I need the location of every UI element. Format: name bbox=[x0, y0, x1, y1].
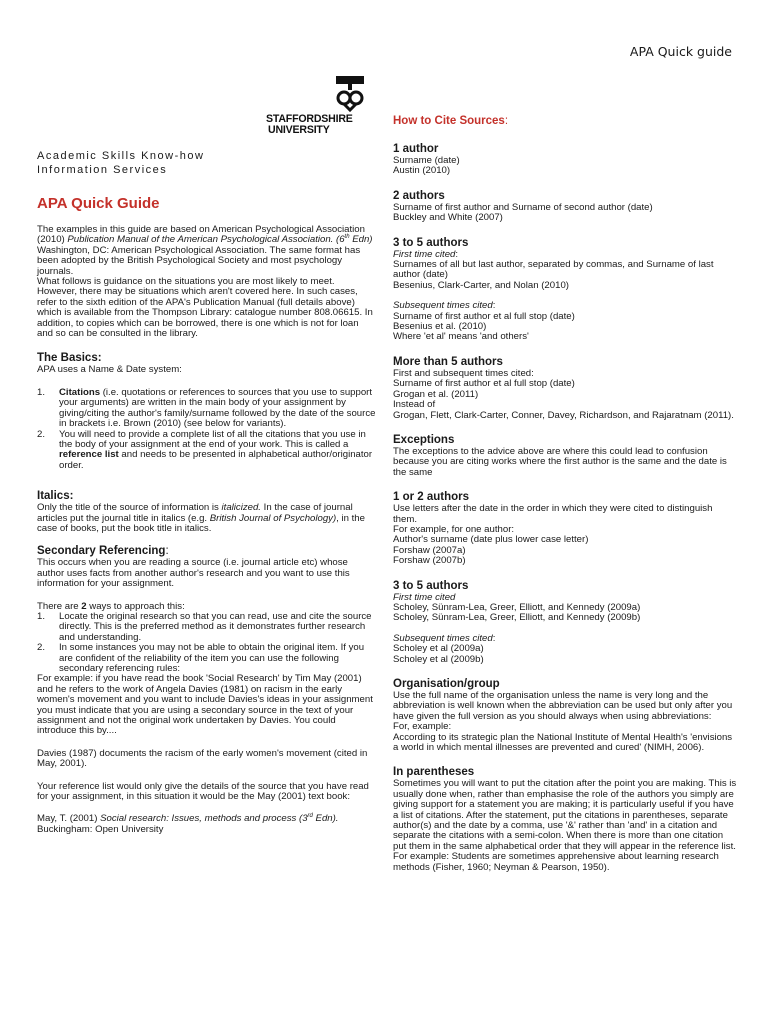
t5-text-1: Scholey, Sünram-Lea, Greer, Elliott, and Kennedy (2009a) bbox=[393, 601, 641, 613]
list-item-text: In some instances you may not be able to obtain the original item. If you are confident of the reliability of the item you can use the following secondary referencing rules: bbox=[59, 642, 365, 674]
one-author-example: Austin (2010) bbox=[393, 165, 451, 177]
more-text-2: Surname of first author et al full stop (date) bbox=[393, 378, 575, 390]
logo-wordmark bbox=[266, 114, 353, 136]
list-number: 1. bbox=[37, 610, 46, 622]
intro-paragraph-2: What follows is guidance on the situations you are most likely to meet. However, there may be situations which aren't covered here. In such cases, refer to the sixth edition of the APA's Publication Manual (full details above) which is available from the Thompson Library: catalogue number 808.06615. In addition, to copies which can be borrowed, there is one which is not for loan and so can be consulted in the library. bbox=[37, 276, 373, 340]
italics-text-a: Only the title of the source of information is bbox=[37, 502, 222, 514]
citations-term: Citations bbox=[59, 386, 101, 398]
italics-paragraph bbox=[37, 503, 377, 534]
t5-first-time-label: First time cited bbox=[393, 591, 456, 603]
one-author-format: Surname (date) bbox=[393, 155, 460, 166]
parentheses-paragraph: Sometimes you will want to put the citation after the point you are making. This is usually done when, rather than emphasise the role of the authors you simply are giving support for a statement you are making; it is particularly useful if you have a list of citations. After the statement, put the citations in parentheses, separate author(s) and the date by a comma, use '&' rather than 'and' in a citation and separate the citations with a semi-colon. When there is more than one citation put them in the same alphabetical order that they will appear in the reference list. For example: Students are sometimes apprehensive about learning research methods (Fisher, 1960; Neyman & Pearson, 1950). bbox=[393, 778, 737, 873]
more-text-1: First and subsequent times cited: bbox=[393, 367, 534, 379]
list-number: 2. bbox=[37, 428, 46, 440]
secondary-paragraph: This occurs when you are reading a source (i.e. journal article etc) whose author uses facts from another author's research and you want to use this information for your assignment. bbox=[37, 557, 350, 590]
basics-heading: The Basics: bbox=[37, 352, 102, 365]
dept-line-1: Academic Skills Know-how bbox=[37, 150, 205, 162]
italics-text-b: In the case of journal articles put the journal title in italics (e.g. bbox=[37, 502, 353, 524]
or2-text-3: Author's surname (date plus lower case letter) bbox=[393, 534, 589, 546]
secondary-heading bbox=[37, 544, 377, 558]
dept-line-2: Information Services bbox=[37, 164, 168, 176]
intro-text-a: The examples in this guide are based on American Psychological Association (2010) bbox=[37, 224, 365, 246]
exceptions-heading: Exceptions bbox=[393, 433, 455, 446]
list-item bbox=[37, 388, 377, 430]
one-or-two-heading: 1 or 2 authors bbox=[393, 491, 470, 504]
org-paragraph: Use the full name of the organisation unless the name is very long and the abbreviation is well known when the abbreviation can be used but only after you have given the full version as you should always when using abbreviations: bbox=[393, 690, 733, 722]
t5-text-2: Scholey, Sünram-Lea, Greer, Elliott, and Kennedy (2009b) bbox=[393, 612, 641, 624]
t5-text-3: Scholey et al (2009a) bbox=[393, 643, 484, 655]
may-title: Social research: Issues, methods and process (3 bbox=[100, 813, 308, 825]
list-item-text: (i.e. quotations or references to sources that you use to support your arguments) are written in the main body of your assignment by giving/citing the author's family/surname followed by the date of the source in brackets i.e. Brown (2010) (see below for variants). bbox=[59, 386, 376, 430]
et-al-format: Surname of first author et al full stop (date) bbox=[393, 310, 575, 322]
department-block bbox=[37, 149, 204, 177]
list-item bbox=[37, 612, 377, 643]
three-to-five-exc-heading: 3 to 5 authors bbox=[393, 579, 469, 592]
secondary-heading-text: Secondary Referencing bbox=[37, 545, 166, 558]
journal-example: British Journal of Psychology) bbox=[209, 512, 337, 524]
staffordshire-knot-icon bbox=[336, 76, 364, 112]
list-item-text: You will need to provide a complete list of all the citations that you use in the body of your assignment at the end of your work. This is called a bbox=[59, 428, 366, 450]
three-to-five-heading: 3 to 5 authors bbox=[393, 236, 469, 249]
list-item-text: and needs to be presented in alphabetical author/originator order. bbox=[59, 449, 373, 471]
ways-count: 2 bbox=[81, 600, 87, 612]
may-author: May, T. (2001) bbox=[37, 813, 101, 825]
t5-subsequent-text: Subsequent times cited bbox=[393, 632, 493, 644]
ways-list bbox=[37, 612, 377, 674]
or2-text-2: For example, for one author: bbox=[393, 523, 515, 535]
three-authors-format: Surnames of all but last author, separated by commas, and Surname of last author (date) bbox=[393, 259, 714, 281]
example-paragraph: For example: if you have read the book 'Social Research' by Tim May (2001) and he refers to the work of Angela Davies (1981) on racism in the early women's movement and you want to include Davies's ideas in your assignment you must indicate that you are using a secondary source in the text of your assignment and not the original work undertaken by Davies. You could introduce this by.... bbox=[37, 673, 373, 737]
exceptions-paragraph: The exceptions to the advice above are where this could lead to confusion because you are citing works where the first author is the same and the date is the same bbox=[393, 445, 727, 478]
first-time-cited-text: First time cited bbox=[393, 248, 456, 260]
one-author-heading: 1 author bbox=[393, 143, 439, 155]
more-than-five-heading: More than 5 authors bbox=[393, 355, 503, 368]
reference-list-term: reference list bbox=[59, 449, 119, 461]
secondary-heading-colon: : bbox=[165, 545, 169, 558]
italics-text-italic: italicized. bbox=[221, 502, 261, 514]
list-item bbox=[37, 430, 377, 472]
basics-text: APA uses a Name & Date system: bbox=[37, 364, 182, 376]
logo-line-2: UNIVERSITY bbox=[268, 124, 330, 136]
two-authors-example: Buckley and White (2007) bbox=[393, 212, 503, 224]
italics-heading: Italics: bbox=[37, 490, 74, 503]
may-publisher: Buckingham: Open University bbox=[37, 823, 164, 835]
parentheses-heading: In parentheses bbox=[393, 766, 475, 779]
two-authors-format: Surname of first author and Surname of second author (date) bbox=[393, 201, 653, 213]
ways-text-c: ways to approach this: bbox=[86, 600, 185, 612]
intro-text-italic: Publication Manual of the American Psychological Association. (6 bbox=[67, 234, 345, 246]
logo-line-1: STAFFORDSHIRE bbox=[266, 113, 353, 125]
left-column bbox=[37, 195, 377, 835]
reference-list-paragraph: Your reference list would only give the details of the source that you have read for your assignment, in this situation it would be the May (2001) text book: bbox=[37, 780, 369, 803]
may-reference bbox=[37, 814, 377, 835]
subsequent-cited-colon: : bbox=[492, 300, 496, 312]
or2-text-5: Forshaw (2007b) bbox=[393, 555, 466, 567]
org-example: According to its strategic plan the National Institute of Mental Health's 'envisions a world in which mental illnesses are prevented and cured' (NIMH, 2006). bbox=[393, 731, 733, 754]
subsequent-cited-text: Subsequent times cited bbox=[393, 300, 493, 312]
t5-text-4: Scholey et al (2009b) bbox=[393, 653, 484, 665]
list-number: 1. bbox=[37, 386, 46, 398]
how-to-cite-heading bbox=[393, 114, 738, 128]
basics-list bbox=[37, 388, 377, 471]
page-header-title: APA Quick guide bbox=[629, 44, 732, 59]
more-text-5: Grogan, Flett, Clark-Carter, Conner, Davey, Richardson, and Rajaratnam (2011). bbox=[393, 409, 734, 421]
or2-text-1: Use letters after the date in the order in which they were cited to distinguish them. bbox=[393, 503, 713, 525]
right-column bbox=[393, 114, 738, 873]
intro-text-italic-2: Edn) bbox=[349, 234, 373, 246]
et-al-example: Besenius et al. (2010) bbox=[393, 321, 487, 333]
davies-paragraph: Davies (1987) documents the racism of the early women's movement (cited in May, 2001). bbox=[37, 747, 368, 770]
more-text-3: Grogan et al. (2011) bbox=[393, 388, 479, 400]
intro-paragraph bbox=[37, 225, 377, 277]
list-number: 2. bbox=[37, 642, 46, 654]
list-item bbox=[37, 643, 377, 674]
or2-text-4: Forshaw (2007a) bbox=[393, 544, 466, 556]
t5-subsequent-colon: : bbox=[492, 632, 496, 644]
university-logo bbox=[266, 76, 374, 138]
guide-title: APA Quick Guide bbox=[37, 195, 160, 212]
ways-text-a: There are bbox=[37, 600, 82, 612]
three-authors-example: Besenius, Clark-Carter, and Nolan (2010) bbox=[393, 279, 569, 291]
more-text-4: Instead of bbox=[393, 399, 436, 411]
et-al-meaning: Where 'et al' means 'and others' bbox=[393, 331, 529, 343]
intro-sup: th bbox=[344, 234, 350, 241]
two-authors-heading: 2 authors bbox=[393, 189, 445, 202]
intro-text-b: Washington, DC: American Psychological Association. The same format has been adopted by the British Psychological Society and most psychology journals. bbox=[37, 244, 361, 277]
org-example-label: For, example: bbox=[393, 721, 452, 733]
how-to-cite-colon: : bbox=[504, 115, 509, 127]
may-edition: Edn). bbox=[312, 813, 339, 825]
italics-text-c: , in the case of books, put the book title in italics. bbox=[37, 512, 365, 534]
how-to-cite-text: How to Cite Sources bbox=[393, 115, 505, 127]
organisation-heading: Organisation/group bbox=[393, 678, 500, 690]
first-time-cited-colon: : bbox=[455, 248, 459, 260]
list-item-text: Locate the original research so that you can read, use and cite the source directly. This is the preferred method as it demonstrates further research and understanding. bbox=[59, 610, 372, 643]
may-sup: rd bbox=[307, 813, 313, 820]
